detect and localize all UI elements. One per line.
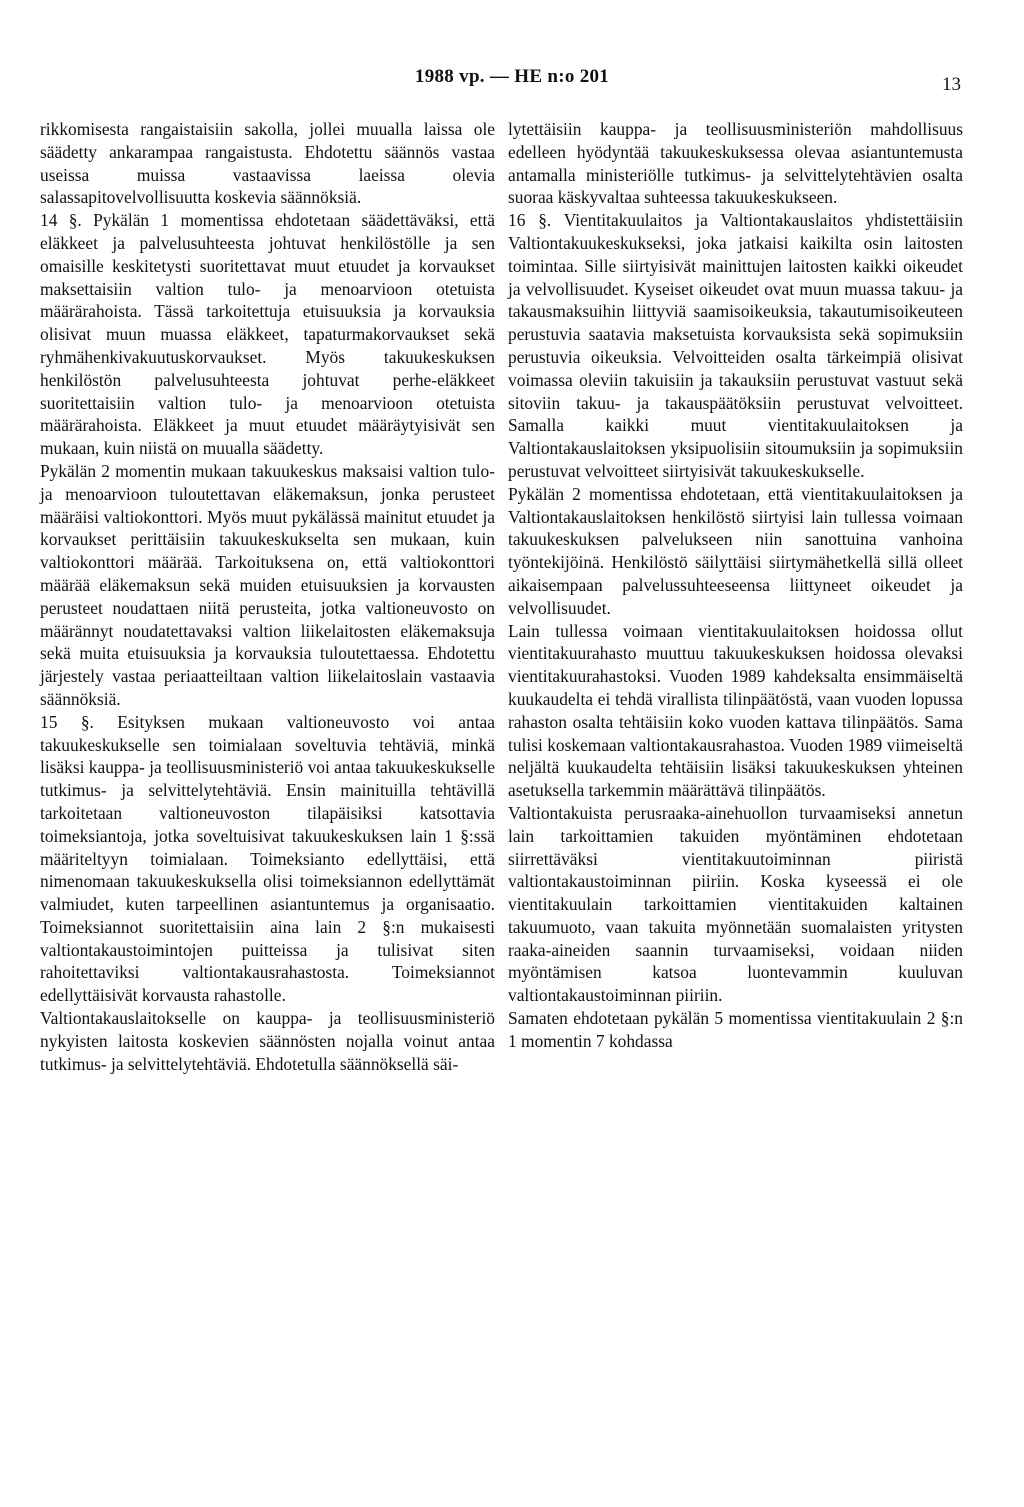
paragraph-valtiontakauslaitos: Valtiontakauslaitokselle on kauppa- ja teollisuusministeriö nykyisten laitosta koskevien säännösten nojalla voinut antaa tutkimus- ja selvittelytehtäviä. Ehdotetulla säännöksellä säi- [40, 1008, 495, 1074]
paragraph-section-14: 14 §. Pykälän 1 momentissa ehdotetaan säädettäväksi, että eläkkeet ja palvelusuhteesta johtuvat henkilöstölle ja sen omaisille keskitetysti suoritettavat muut etuudet ja korvaukset maksettaisiin valtion tulo- ja menoarvioon otetuista määrärahoista. Tässä tarkoitettuja etuisuuksia ja korvauksia olisivat muun muassa eläkkeet, tapaturmakorvaukset sekä ryhmähenkivakuutuskorvaukset. Myös takuukeskuksen henkilöstön palvelusuhteesta johtuvat perhe-eläkkeet suoritettaisiin valtion tulo- ja menoarvioon otetuista määrärahoista. Eläkkeet ja muut etuudet määräytyisivät sen mukaan, kuin niistä on muualla säädetty. [40, 210, 495, 459]
paragraph-section-15: 15 §. Esityksen mukaan valtioneuvosto voi antaa takuukeskukselle sen toimialaan soveltuvia tehtäviä, minkä lisäksi kauppa- ja teollisuusministeriö voi antaa takuukeskukselle tutkimus- ja selvittelytehtäviä. Ensin mainituilla tehtävillä tarkoitetaan valtioneuvoston tilapäisiksi katsottavia toimeksiantoja, jotka soveltuisivat takuukeskuksen lain 1 §:ssä määriteltyyn toimialaan. Toimeksianto edellyttäisi, että nimenomaan takuukeskuksella olisi toimeksiannon edellyttämät valmiudet, kuten tarpeellinen asiantuntemus ja organisaatio. Toimeksiannot suoritettaisiin aina lain 2 §:n mukaisesti valtiontakaustoimintojen puitteissa ja tulisivat siten rahoitettaviksi valtiontakausrahastosta. Toimeksiannot edellyttäisivät korvausta rahastolle. [40, 711, 495, 1006]
paragraph-continuation: lytettäisiin kauppa- ja teollisuusministeriön mahdollisuus edelleen hyödyntää takuukeskuksessa olevaa asiantuntemusta antamalla ministeriölle tutkimus- ja selvittelytehtävien osalta suoraa käskyvaltaa suhteessa takuukeskukseen. [508, 119, 963, 208]
paragraph-perusraaka-aine: Valtiontakuista perusraaka-ainehuollon turvaamiseksi annetun lain tarkoittamien takuiden myöntäminen ehdotetaan siirrettäväksi vientitakuutoiminnan piiristä valtiontakaustoiminnan piiriin. Koska kyseessä ei ole vientitakuulain tarkoittamien vientitakuiden kaltainen takuumuoto, vaan takuita myönnetään suomalaisten yritysten raaka-aineiden saannin turvaamiseksi, voidaan niiden myöntämisen katsoa luontevammin kuuluvan valtiontakaustoiminnan piiriin. [508, 802, 963, 1006]
page-header [0, 60, 1024, 96]
paragraph-samaten: Samaten ehdotetaan pykälän 5 momentissa vientitakuulain 2 §:n 1 momentin 7 kohdassa [508, 1008, 963, 1051]
page-number: 13 [942, 74, 961, 95]
running-header: 1988 vp. — HE n:o 201 [414, 66, 610, 87]
paragraph-section-16: 16 §. Vientitakuulaitos ja Valtiontakauslaitos yhdistettäisiin Valtiontakuukeskukseksi, joka jatkaisi kaikilta osin laitosten toimintaa. Sille siirtyisivät mainittujen laitosten kaikki oikeudet ja velvollisuudet. Kyseiset oikeudet ovat muun muassa takuu- ja takausmaksuihin liittyviä saamisoikeuksia, takautumisoikeuteen perustuvia saatavia maksetuista korvauksista sekä sopimuksiin perustuvia oikeuksia. Velvoitteiden osalta tärkeimpiä olisivat voimassa oleviin takuisiin ja takauksiin perustuvat vastuut sekä sitoviin takuu- ja takauspäätöksiin perustuvat velvoitteet. Samalla kaikki muut vientitakuulaitoksen ja Valtiontakauslaitoksen yksipuolisiin sitoumuksiin ja sopimuksiin perustuvat velvoitteet siirtyisivät takuukeskukselle. [508, 210, 963, 481]
right-column [508, 118, 963, 1053]
paragraph-continuation: rikkomisesta rangaistaisiin sakolla, jollei muualla laissa ole säädetty ankarampaa rangaistusta. Ehdotettu säännös vastaa useissa muissa vastaavissa laeissa olevia salassapitovelvollisuutta koskevia säännöksiä. [40, 119, 495, 208]
paragraph-vientitakuurahasto: Lain tullessa voimaan vientitakuulaitoksen hoidossa ollut vientitakuurahasto muuttuu takuukeskuksen hoidossa olevaksi vientitakuurahastoksi. Vuoden 1989 kahdeksalta ensimmäiseltä kuukaudelta ei tehdä virallista tilinpäätöstä, vaan vuoden lopussa rahaston osalta tehtäisiin koko vuoden kattava tilinpäätös. Sama tulisi koskemaan valtiontakausrahastoa. Vuoden 1989 viimeiseltä neljältä kuukaudelta tehtäisiin lisäksi takuukeskuksen yhteinen asetuksella tarkemmin määrättävä tilinpäätös. [508, 620, 963, 801]
paragraph-section-14-moment-2: Pykälän 2 momentin mukaan takuukeskus maksaisi valtion tulo- ja menoarvioon tuloutettavan eläkemaksun, jonka perusteet määräisi valtiokonttori. Myös muut pykälässä mainitut etuudet ja korvaukset perittäisiin takuukeskukselta sen mukaan, kuin valtiokonttori määrää. Tarkoituksena on, että valtiokonttori määrää eläkemaksun sekä muiden etuisuuksien ja korvausten perusteet noudattaen niitä perusteita, jotka valtioneuvosto on määrännyt noudatettavaksi valtion liikelaitosten eläkemaksuja sekä muita etuisuuksia ja korvauksia tuloutettaessa. Ehdotettu järjestely vastaa periaatteiltaan valtion liikelaitoslain vastaavia säännöksiä. [40, 460, 495, 709]
left-column [40, 118, 495, 1075]
paragraph-section-16-moment-2: Pykälän 2 momentissa ehdotetaan, että vientitakuulaitoksen ja Valtiontakauslaitoksen henkilöstö siirtyisi lain tullessa voimaan takuukeskuksen palvelukseen niin sanottuina vanhoina työntekijöinä. Henkilöstö säilyttäisi siirtymähetkellä sillä olleet aikaisempaan palvelussuhteeseensa liittyneet oikeudet ja velvollisuudet. [508, 483, 963, 618]
